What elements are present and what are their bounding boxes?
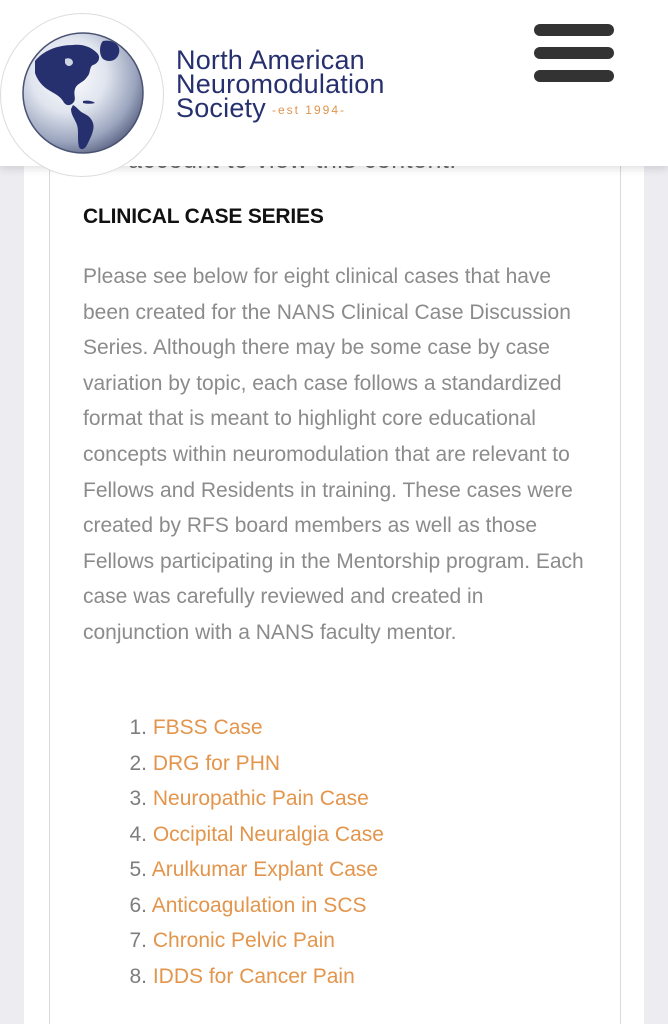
case-number: 2.	[129, 751, 147, 775]
case-number: 6.	[129, 893, 147, 917]
case-item	[83, 781, 384, 817]
case-link-drg-phn[interactable]: DRG for PHN	[152, 751, 281, 775]
intro-paragraph: Please see below for eight clinical cases that have been created for the NANS Clinical Case Discussion Series. Although there may be some case by case variation by topic, each case follows a standardized format that is meant to highlight core educational concepts within neuromodulation that are relevant to Fellows and Residents in training. These cases were created by RFS board members as well as those Fellows participating in the Mentorship program. Each case was carefully reviewed and created in conjunction with a NANS faculty mentor.	[83, 265, 584, 644]
case-link-occipital-neuralgia[interactable]: Occipital Neuralgia Case	[152, 822, 384, 846]
case-number: 1.	[129, 716, 147, 739]
logo-line-3	[176, 93, 385, 123]
case-link-arulkumar-explant[interactable]: Arulkumar Explant Case	[151, 858, 379, 881]
case-item	[83, 888, 384, 924]
case-number: 4.	[129, 822, 147, 846]
case-number: 7.	[129, 929, 147, 952]
logo-est-text: -est 1994-	[271, 103, 346, 117]
case-link-idds-cancer-pain[interactable]: IDDS for Cancer Pain	[152, 964, 355, 988]
case-number: 3.	[129, 787, 147, 810]
hamburger-menu-icon-bar	[534, 70, 614, 82]
section-heading: CLINICAL CASE SERIES	[83, 205, 324, 228]
globe-logo-icon	[21, 31, 145, 155]
hamburger-menu-icon-bar	[534, 47, 614, 59]
case-item	[83, 852, 384, 888]
case-item	[83, 923, 384, 959]
case-number: 5.	[129, 858, 147, 881]
hamburger-menu-button[interactable]	[534, 24, 616, 84]
case-number: 8.	[129, 964, 147, 988]
hamburger-menu-icon-bar	[534, 24, 614, 36]
logo-line-2: Neuromodulation	[176, 69, 385, 99]
case-item	[83, 817, 384, 853]
case-list	[83, 710, 384, 994]
case-link-chronic-pelvic-pain[interactable]: Chronic Pelvic Pain	[152, 929, 335, 952]
case-link-fbss[interactable]: FBSS Case	[152, 716, 263, 739]
logo-society-text: Society	[176, 93, 266, 123]
logo-wordmark[interactable]	[176, 45, 385, 123]
logo-line-1: North American	[176, 45, 365, 75]
case-item	[83, 959, 384, 995]
case-link-anticoagulation-scs[interactable]: Anticoagulation in SCS	[151, 893, 367, 917]
logo-badge[interactable]	[0, 13, 164, 177]
case-link-neuropathic-pain[interactable]: Neuropathic Pain Case	[152, 787, 369, 810]
case-item	[83, 746, 384, 782]
case-item	[83, 710, 384, 746]
